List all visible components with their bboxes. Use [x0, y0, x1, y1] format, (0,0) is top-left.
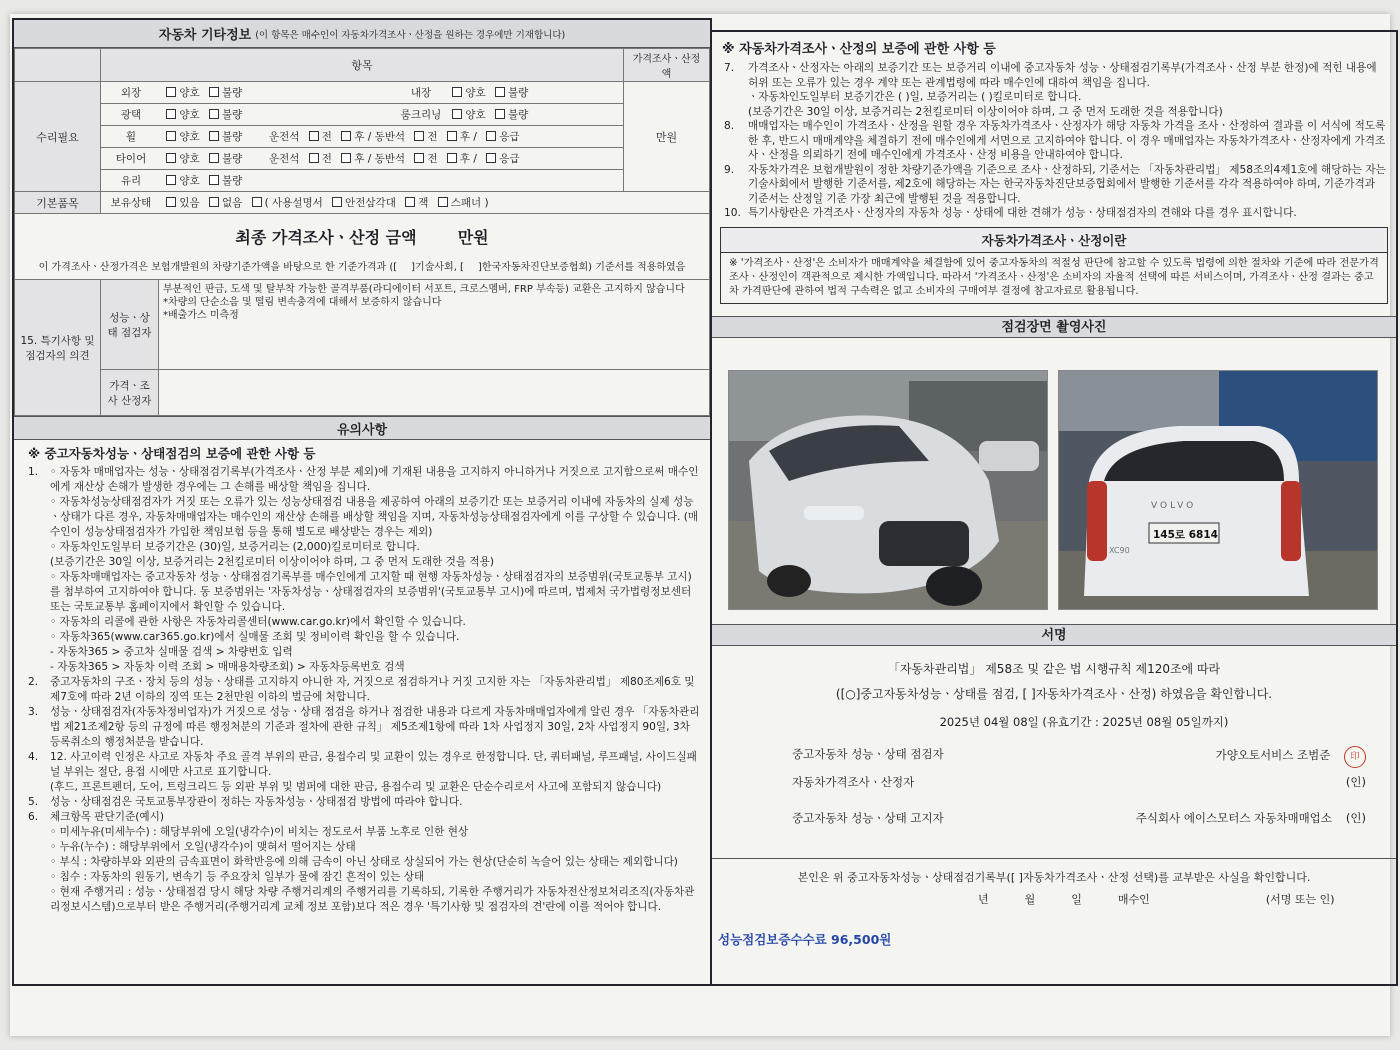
- etc-info-table: 항목 가격조사ㆍ산정액 수리필요 외장 양호 불량 내장 양호 불량 만원 광택 양호 불량 룸크리닝 양호 불량 휠 양호 불량 운전석 전 후 / 동반석 전 후 / 응급 타이어 양호 불량 운전석 전 후 / 동반석 전 후 / 응급 유리 양호 불량 기본품목 보유상태 있음 없음 ( 사용설명서 안전삼각대 잭 스패너 ) 최종 가격조사ㆍ산정 금액 만원 이 가격조사ㆍ산정가격은 보험개발원의 차량기준가액을 바탕으로 한 기준가격과 ([ ]기술사회, [ ]한국자동차진단보증협회) 기준서를 적용하였음 15. 특기사항 및 점검자의 의견 성능ㆍ상태 점검자 부분적인 판금, 도색 및 탈부착 가능한 골격부품(라디에이터 서포트, 크로스멤버, FRP 부속등) 교환은 고지하지 않습니다 *차량의 단순소음 및 떨림 변속충격에 대해서 보증하지 않습니다 *배출가스 미측정 가격ㆍ조사 산정자: [14, 48, 710, 416]
- wheel-driver-label: 운전석: [268, 131, 300, 143]
- glass-bad-label: 불량: [221, 175, 243, 187]
- col-item-header: 항목: [101, 49, 624, 82]
- wheel-driver-front-checkbox[interactable]: [309, 131, 319, 141]
- row-tire-label: 타이어: [115, 153, 147, 165]
- wheel-good-label: 양호: [179, 131, 200, 143]
- sign-date: 2025년 04월 08일 (유효기간 : 2025년 08월 05일까지): [939, 715, 1229, 729]
- price-guarantee-title: ※ 자동차가격조사ㆍ산정의 보증에 관한 사항 등: [722, 42, 996, 57]
- n4-number: 4.: [28, 751, 39, 763]
- r7-b: ㆍ자동차인도일부터 보증기간은 ( )일, 보증거리는 ( )킬로미터로 합니다.: [748, 91, 1082, 103]
- n1-number: 1.: [28, 466, 39, 478]
- tire-driver-front-label: 전: [321, 153, 332, 165]
- jack-label: 잭: [418, 197, 429, 209]
- wheel-passenger-label: 동반석: [374, 131, 406, 143]
- inspector-row: [712, 746, 1396, 768]
- tire-good-label: 양호: [179, 153, 200, 165]
- tire-good-checkbox[interactable]: [166, 153, 176, 163]
- n1-b: ◦ 자동차성능상태점검자가 거짓 또는 오류가 있는 성능상태점검 내용을 제공하여 아래의 보증기간 또는 보증거리 이내에 자동차의 실제 성능ㆍ상태가 다른 경우, 자동차매매업자는 매수인의 재산상 손해를 배상할 책임을 지며, 자동차성능상태점검자에게 이를 구상할 수 있습니다. (매수인이 성능상태점검자가 가입한 책임보험 등을 통해 별도로 배상받는 경우는 제외): [50, 496, 699, 538]
- gloss-bad-checkbox[interactable]: [209, 109, 219, 119]
- tire-bad-checkbox[interactable]: [209, 153, 219, 163]
- perf-opinion-text-3: *배출가스 미측정: [163, 310, 239, 321]
- year-label: 년: [978, 893, 989, 906]
- glass-good-label: 양호: [179, 175, 200, 187]
- row-wheel-label: 휠: [125, 131, 137, 143]
- own-state-label: 보유상태: [110, 197, 152, 209]
- tire-pass-rear-label: 후: [459, 153, 471, 165]
- wheel-pass-front-checkbox[interactable]: [414, 131, 424, 141]
- final-price-unit: 만원: [457, 227, 489, 247]
- room-bad-label: 불량: [507, 109, 529, 121]
- notice-header: [14, 416, 710, 440]
- manual-checkbox[interactable]: [252, 197, 262, 207]
- sign-check-text: ([○]중고자동차성능ㆍ상태를 점검, [ ]자동차가격조사ㆍ산정) 하였음을 확인합니다.: [835, 687, 1273, 701]
- n6-text: 체크항목 판단기준(예시): [50, 811, 164, 823]
- room-good-label: 양호: [465, 109, 486, 121]
- repair-label: 수리필요: [15, 82, 101, 192]
- int-good-label: 양호: [465, 87, 486, 99]
- right-column: [712, 30, 1398, 986]
- ext-good-label: 양호: [179, 87, 200, 99]
- tire-emergency-checkbox[interactable]: [486, 153, 496, 163]
- inspector-name: 가양오토서비스 조범준: [1215, 748, 1331, 762]
- n5-number: 5.: [28, 796, 39, 808]
- jack-checkbox[interactable]: [405, 197, 415, 207]
- price-appraiser-label: 가격ㆍ조사 산정자: [101, 370, 159, 416]
- performance-fee: 성능점검보증수수료 96,500원: [718, 932, 892, 947]
- n1-f1: - 자동차365 > 중고차 실매물 검색 > 차량번호 입력: [50, 646, 293, 658]
- r8-number: 8.: [724, 120, 735, 132]
- ext-bad-label: 불량: [221, 87, 243, 99]
- perf-inspector-label: 성능ㆍ상태 점검자: [101, 280, 159, 370]
- triangle-checkbox[interactable]: [332, 197, 342, 207]
- r7-number: 7.: [724, 62, 735, 74]
- guarantee-title: ※ 중고자동차성능ㆍ상태점검의 보증에 관한 사항 등: [28, 446, 316, 461]
- manual-label: ( 사용설명서: [264, 197, 323, 209]
- n1-f: ◦ 자동차365(www.car365.go.kr)에서 실매물 조회 및 정비이력 확인을 할 수 있습니다.: [50, 631, 460, 643]
- ext-good-checkbox[interactable]: [166, 87, 176, 97]
- row-glass-label: 유리: [120, 175, 142, 187]
- notifier-row: [712, 810, 1396, 826]
- n6-b: ◦ 누유(누수) : 해당부위에서 오일(냉각수)이 맺혀서 떨어지는 상태: [50, 841, 356, 853]
- appraiser-label: 자동차가격조사ㆍ산정자: [792, 775, 915, 789]
- r8-text: 매매업자는 매수인이 가격조사ㆍ산정을 원할 경우 자동차가격조사ㆍ산정자가 해당 자동차 가격을 조사ㆍ산정하여 결과를 이 서식에 적도록 한 후, 반드시 매매계약을 체결하기 전에 매수인에게 서면으로 고지하여야 합니다. 이 경우 매매업자는 자동차가격조사ㆍ산정자에게 가격조사ㆍ산정을 의뢰하기 전에 매수인에게 가격조사ㆍ산정 비용을 안내하여야 합니다.: [748, 120, 1386, 161]
- tire-passenger-label: 동반석: [374, 153, 406, 165]
- definition-text: ※ '가격조사ㆍ산정'은 소비자가 매매계약을 체결함에 있어 중고자동차의 적절성 판단에 참고할 수 있도록 법령에 의한 절차와 기준에 따라 전문가격조사ㆍ산정인이 객관적으로 제시한 가액입니다. 따라서 '가격조사ㆍ산정'은 소비자의 자율적 선택에 따른 서비스이며, 가격조사ㆍ산정 결과는 중고차 가격판단에 관하여 법적 구속력은 없고 소비자의 구매여부 결정에 참고자료로 활용됩니다.: [729, 257, 1379, 297]
- n1-f2: - 자동차365 > 자동차 이력 조회 > 매매용차량조회) > 자동차등록번호 검색: [50, 661, 405, 673]
- triangle-label: 안전삼각대: [345, 197, 396, 209]
- perf-opinion-text: 부분적인 판금, 도색 및 탈부착 가능한 골격부품(라디에이터 서포트, 크로스멤버, FRP 부속등) 교환은 고지하지 않습니다: [163, 284, 685, 295]
- n1-c2: (보증기간은 30일 이상, 보증거리는 2천킬로미터 이상이어야 하며, 그 중 먼저 도래한 것을 적용): [50, 556, 495, 568]
- receipt-text: 본인은 위 중고자동차성능ㆍ상태점검기록부([ ]자동차가격조사ㆍ산정 선택)를 교부받은 사실을 확인합니다.: [797, 871, 1311, 884]
- left-column: [12, 18, 712, 986]
- gloss-good-checkbox[interactable]: [166, 109, 176, 119]
- day-label: 일: [1071, 893, 1082, 906]
- n4-b: (후드, 프론트펜더, 도어, 트렁크리드 등 외판 부위 및 범퍼에 대한 판금, 용접수리 및 교환은 단순수리로서 사고에 포함되지 않습니다): [50, 781, 662, 793]
- wheel-driver-rear-label: 후: [354, 131, 365, 143]
- model-badge: XC90: [1109, 546, 1130, 555]
- tire-pass-front-checkbox[interactable]: [414, 153, 424, 163]
- wheel-emergency-checkbox[interactable]: [486, 131, 496, 141]
- gloss-bad-label: 불량: [221, 109, 243, 121]
- front-car-photo: [728, 370, 1048, 610]
- receipt-sign-row: [712, 891, 1396, 907]
- appraiser-seal: (인): [1345, 775, 1366, 789]
- n5-text: 성능ㆍ상태점검은 국토교통부장관이 정하는 자동차성능ㆍ상태점검 방법에 따라야 합니다.: [50, 796, 463, 808]
- wheel-pass-rear-checkbox[interactable]: [447, 131, 457, 141]
- special-notes-label: 15. 특기사항 및 점검자의 의견: [15, 280, 101, 416]
- n6-e: ◦ 현재 주행거리 : 성능ㆍ상태점검 당시 해당 차량 주행거리계의 주행거리를 기록하되, 기록한 주행거리가 자동차전산정보처리조직(자동차관리정보시스템)으로부터 받은 주행거리(주행거리계 교체 정보 포함)보다 적은 경우 '특기사항 및 점검자의 견'란에 이를 적어야 합니다.: [50, 886, 695, 913]
- signature-section: [712, 656, 1396, 826]
- perf-opinion-text-2: *차량의 단순소음 및 떨림 변속충격에 대해서 보증하지 않습니다: [163, 297, 442, 308]
- spanner-label: 스패너 ): [450, 197, 489, 209]
- n1-a: ◦ 자동차 매매업자는 성능ㆍ상태점검기록부(가격조사ㆍ산정 부분 제외)에 기재된 내용을 고지하지 아니하거나 거짓으로 고지함으로써 매수인에게 재산상 손해가 발생한 경우에는 그 손해를 배상할 책임을 집니다.: [50, 466, 699, 493]
- tire-pass-rear-checkbox[interactable]: [447, 153, 457, 163]
- tire-emergency-label: 응급: [499, 153, 520, 165]
- n6-c: ◦ 부식 : 차량하부와 외판의 금속표면이 화학반응에 의해 금속이 아닌 상태로 상실되어 가는 현상(단순히 녹슬어 있는 상태는 제외합니다): [50, 856, 678, 868]
- rear-car-photo: [1058, 370, 1378, 610]
- r10-number: 10.: [724, 207, 741, 219]
- signature-section-title: 서명: [712, 624, 1396, 646]
- wheel-bad-label: 불량: [221, 131, 243, 143]
- buyer-label: 매수인: [1117, 893, 1150, 906]
- r9-text: 자동차가격은 보험개발원이 정한 차량기준가액을 기준으로 조사ㆍ산정하되, 기준서는 「자동차관리법」 제58조의4제1호에 해당하는 자는 기술사회에서 발행한 기준서를, 제2호에 해당하는 자는 한국자동차진단보증협회에서 발행한 기준서를 각각 적용하여야 하며, 기준가격과 기준서는 산정일 기준 가장 최근에 발행된 것을 적용합니다.: [748, 163, 1386, 205]
- sign-or-seal-label: (서명 또는 인): [1265, 893, 1335, 906]
- etc-info-note: (이 항목은 매수인이 자동차가격조사ㆍ산정을 원하는 경우에만 기재합니다): [255, 29, 566, 41]
- notice-title: 유의사항: [336, 422, 388, 438]
- wheel-good-checkbox[interactable]: [166, 131, 176, 141]
- appraiser-row: [712, 774, 1396, 790]
- n6-number: 6.: [28, 811, 39, 823]
- n3-text: 성능ㆍ상태점검자(자동차정비업자)가 거짓으로 성능ㆍ상태 점검을 하거나 점검한 내용과 다르게 자동차매매업자에게 알린 경우 「자동차관리법 제21조제2항 등의 규정에 따른 행정처분의 기준과 절차에 관한 규칙」 제5조제1항에 따라 1차 사업정지 30일, 2차 사업정지 90일, 3차 등록취소의 행정처분을 받습니다.: [50, 706, 700, 748]
- row-room-label: 룸크리닝: [400, 109, 442, 121]
- wheel-bad-checkbox[interactable]: [209, 131, 219, 141]
- receipt-section: [712, 858, 1396, 907]
- sign-law-text: 「자동차관리법」 제58조 및 같은 법 시행규칙 제120조에 따라: [887, 662, 1221, 676]
- definition-title: 자동차가격조사ㆍ산정이란: [721, 228, 1387, 253]
- tire-driver-rear-checkbox[interactable]: [341, 153, 351, 163]
- r7-text: 가격조사ㆍ산정자는 아래의 보증기간 또는 보증거리 이내에 중고자동차 성능ㆍ상태점검기록부(가격조사ㆍ산정 부분 한정)에 적힌 내용에 허위 또는 오류가 있는 경우 계약 또는 관계법령에 따라 매수인에 대하여 책임을 집니다.: [748, 62, 1377, 89]
- row-gloss-label: 광택: [120, 109, 142, 121]
- wheel-driver-front-label: 전: [321, 131, 332, 143]
- int-bad-checkbox[interactable]: [495, 87, 505, 97]
- n4-text: 12. 사고이력 인정은 사고로 자동차 주요 골격 부위의 판금, 용접수리 및 교환이 있는 경우로 한정합니다. 단, 쿼터패널, 루프패널, 사이드실패널 부위는 절단, 용접 시에만 사고로 표기합니다.: [50, 751, 697, 778]
- final-price-note: 이 가격조사ㆍ산정가격은 보험개발원의 차량기준가액을 바탕으로 한 기준가격과 ([ ]기술사회, [ ]한국자동차진단보증협회) 기준서를 적용하였음: [38, 261, 686, 273]
- license-plate: 145로 6814: [1153, 529, 1218, 541]
- has-checkbox[interactable]: [166, 197, 176, 207]
- n1-e: ◦ 자동차의 리콜에 관한 사항은 자동차리콜센터(www.car.go.kr)에서 확인할 수 있습니다.: [50, 616, 466, 628]
- none-label: 없음: [221, 197, 243, 209]
- int-bad-label: 불량: [507, 87, 529, 99]
- etc-info-title: 자동차 기타정보: [158, 28, 252, 43]
- n6-d: ◦ 침수 : 자동차의 원동기, 변속기 등 주요장치 일부가 물에 잠긴 흔적이 있는 상태: [50, 871, 425, 883]
- n1-c: ◦ 자동차인도일부터 보증기간은 (30)일, 보증거리는 (2,000)킬로미터로 합니다.: [50, 541, 420, 553]
- wheel-driver-rear-checkbox[interactable]: [341, 131, 351, 141]
- repair-price-unit: 만원: [624, 82, 710, 192]
- tire-bad-label: 불량: [221, 153, 243, 165]
- n3-number: 3.: [28, 706, 39, 718]
- wheel-emergency-label: 응급: [499, 131, 520, 143]
- r10-text: 특기사항란은 가격조사ㆍ산정자의 자동차 성능ㆍ상태에 대한 견해가 성능ㆍ상태점검자의 견해와 다를 경우 표시합니다.: [748, 207, 1297, 219]
- gloss-good-label: 양호: [179, 109, 200, 121]
- wheel-pass-rear-label: 후: [459, 131, 471, 143]
- basic-items-label: 기본품목: [15, 192, 101, 214]
- ext-bad-checkbox[interactable]: [209, 87, 219, 97]
- none-checkbox[interactable]: [209, 197, 219, 207]
- tire-driver-label: 운전석: [268, 153, 300, 165]
- brand-badge: VOLVO: [1151, 501, 1197, 511]
- n2-number: 2.: [28, 676, 39, 688]
- final-price-label: 최종 가격조사ㆍ산정 금액: [235, 227, 417, 247]
- guarantee-notes: [14, 440, 710, 915]
- price-guarantee-notes: [712, 57, 1396, 225]
- row-ext-label: 외장: [120, 87, 142, 99]
- row-int-label: 내장: [410, 87, 432, 99]
- notifier-seal: (인): [1345, 811, 1366, 825]
- n1-d: ◦ 자동차매매업자는 중고자동차 성능ㆍ상태점검기록부를 매수인에게 고지할 때 현행 자동차성능ㆍ상태점검자의 보증범위(국토교통부 고시)를 첨부하여 고지하여야 합니다. 동 보증범위는 '자동차성능ㆍ상태점검자의 보증범위'(국토교통부 고시)에 따르며, 법제처 국가법령정보센터 또는 국토교통부 홈페이지에서 확인할 수 있습니다.: [50, 571, 692, 613]
- tire-driver-rear-label: 후: [354, 153, 365, 165]
- spanner-checkbox[interactable]: [438, 197, 448, 207]
- red-seal-stamp: 印: [1344, 746, 1366, 768]
- notifier-label: 중고자동차 성능ㆍ상태 고지자: [792, 811, 944, 825]
- n6-a: ◦ 미세누유(미세누수) : 해당부위에 오일(냉각수)이 비치는 정도로서 부품 노후로 인한 현상: [50, 826, 469, 838]
- n2-text: 중고자동차의 구조ㆍ장치 등의 성능ㆍ상태를 고지하지 아니한 자, 거짓으로 점검하거나 거짓 고지한 자는 「자동차관리법」 제80조제6호 및 제7호에 따라 2년 이하의 징역 또는 2천만원 이하의 벌금에 처합니다.: [50, 676, 695, 703]
- notifier-name: 주식회사 에이스모터스 자동차매매업소: [1135, 811, 1332, 825]
- inspector-label: 중고자동차 성능ㆍ상태 점검자: [792, 747, 944, 761]
- glass-good-checkbox[interactable]: [166, 175, 176, 185]
- col-price-header: 가격조사ㆍ산정액: [624, 49, 710, 82]
- tire-driver-front-checkbox[interactable]: [309, 153, 319, 163]
- tire-pass-front-label: 전: [427, 153, 438, 165]
- photo-section-title: 점검장면 촬영사진: [712, 316, 1396, 338]
- has-label: 있음: [179, 197, 200, 209]
- glass-bad-checkbox[interactable]: [209, 175, 219, 185]
- int-good-checkbox[interactable]: [452, 87, 462, 97]
- etc-info-header: [14, 20, 710, 48]
- r9-number: 9.: [724, 163, 735, 176]
- month-label: 월: [1024, 893, 1036, 906]
- room-good-checkbox[interactable]: [452, 109, 462, 119]
- r7-c: (보증기간은 30일 이상, 보증거리는 2천킬로미터 이상이어야 하며, 그 중 먼저 도래한 것을 적용합니다): [748, 105, 1223, 118]
- wheel-pass-front-label: 전: [427, 131, 438, 143]
- room-bad-checkbox[interactable]: [495, 109, 505, 119]
- definition-box: [720, 227, 1388, 304]
